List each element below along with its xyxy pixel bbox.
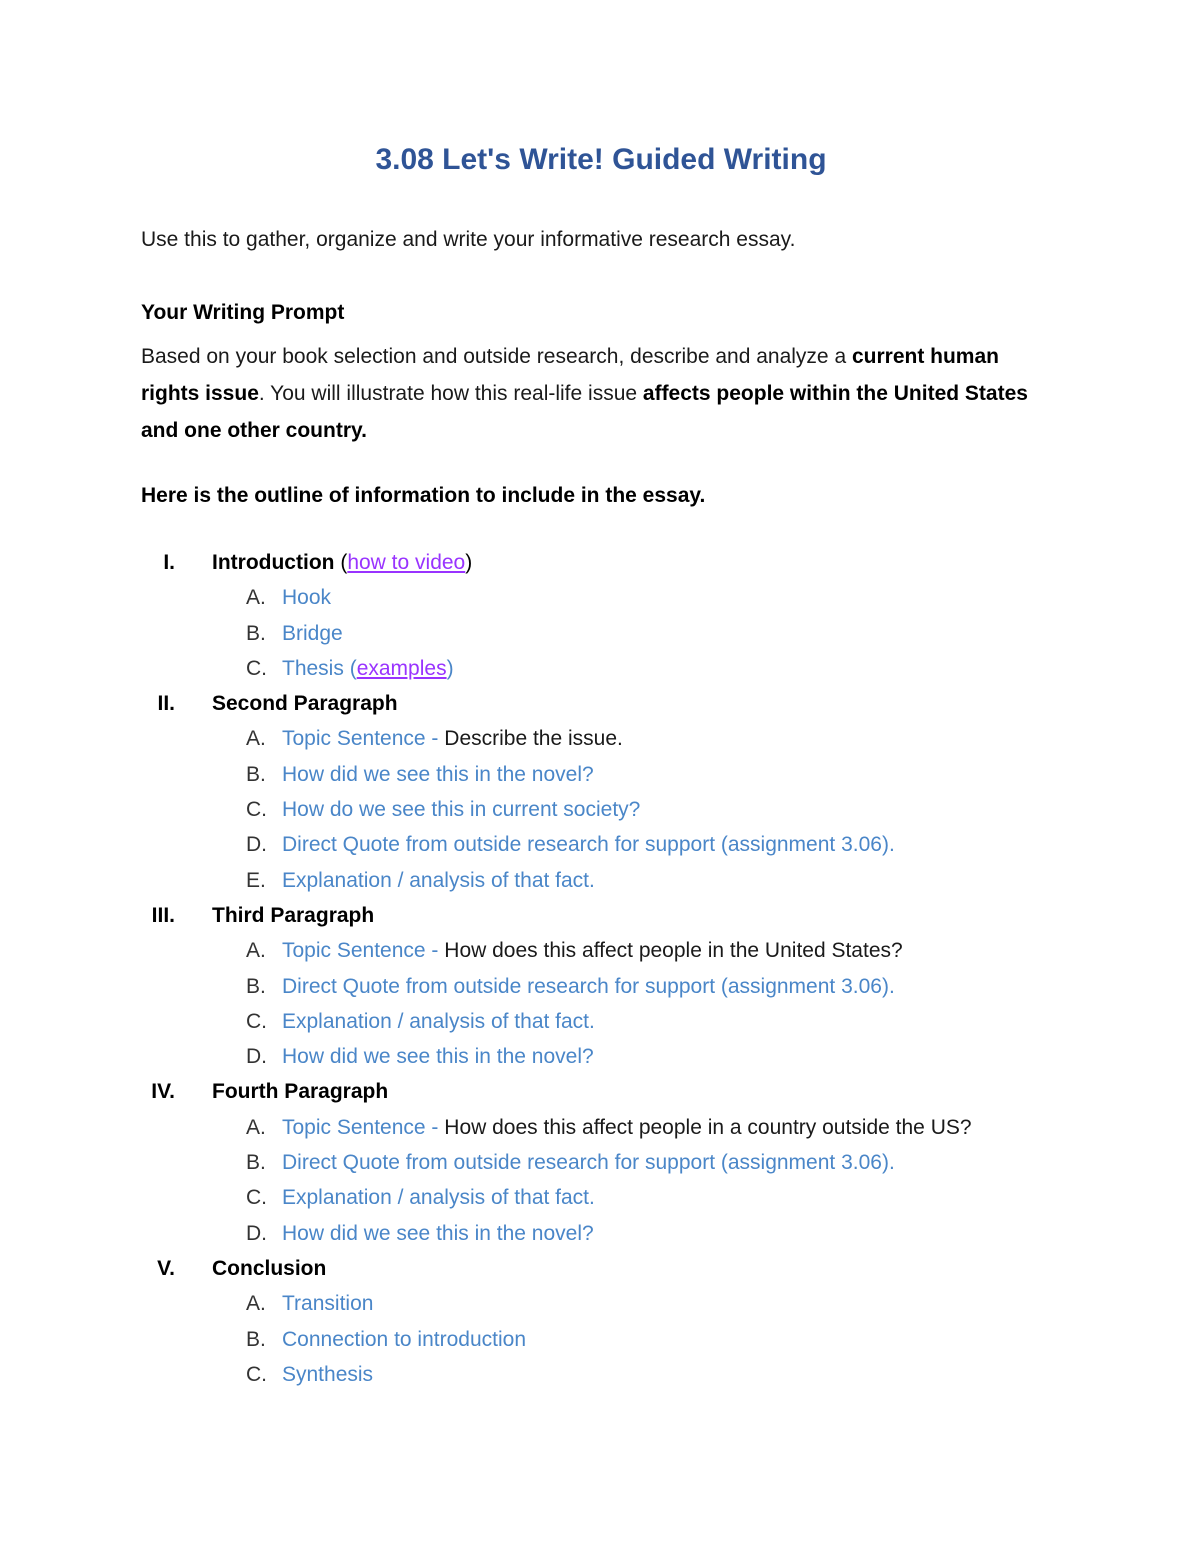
item-text: Explanation / analysis of that fact. [282, 1186, 595, 1210]
item-text-wrap [282, 1110, 972, 1145]
list-item [141, 651, 1061, 686]
outline-section [141, 898, 1061, 1074]
examples-link[interactable]: examples [356, 656, 447, 680]
item-text: Topic Sentence - [282, 939, 439, 963]
item-extra: Describe the issue. [444, 727, 623, 751]
item-text-wrap: Thesis (examples) [282, 656, 454, 680]
item-text-wrap [282, 721, 623, 756]
list-item [141, 863, 1061, 898]
intro-text: Use this to gather, organize and write your informative research essay. [141, 228, 796, 251]
prompt-text-2: . You will illustrate how this real-life issue [258, 382, 643, 405]
item-text: Topic Sentence - [282, 1115, 439, 1139]
prompt-bold-1: current human rights issue [141, 345, 999, 405]
item-letter: A. [246, 1292, 266, 1316]
list-item [141, 757, 1061, 792]
section-title-text: Introduction [212, 551, 335, 574]
outline-section [141, 1251, 1061, 1392]
item-text: Explanation / analysis of that fact. [282, 868, 595, 892]
item-letter: D. [246, 1221, 267, 1245]
list-item [141, 616, 1061, 651]
document-page [141, 0, 1061, 1553]
item-letter: B. [246, 974, 266, 998]
item-text: Thesis [282, 656, 344, 680]
list-item [141, 1145, 1061, 1180]
item-text: How do we see this in current society? [282, 798, 641, 822]
item-text: How did we see this in the novel? [282, 762, 594, 786]
item-letter: B. [246, 762, 266, 786]
outline-heading: Here is the outline of information to include in the essay. [141, 484, 706, 507]
section-number: III. [151, 903, 175, 927]
page-title: 3.08 Let's Write! Guided Writing [375, 143, 827, 176]
item-letter: B. [246, 1151, 266, 1175]
item-text: How did we see this in the novel? [282, 1221, 594, 1245]
outline-section [141, 1074, 1061, 1250]
section-number: V. [157, 1256, 175, 1280]
list-item [141, 1004, 1061, 1039]
prompt-heading: Your Writing Prompt [141, 301, 345, 324]
list-item [141, 721, 1061, 756]
list-item [141, 969, 1061, 1004]
item-letter: D. [246, 833, 267, 857]
item-letter: C. [246, 656, 267, 680]
list-item [141, 1180, 1061, 1215]
item-letter: E. [246, 868, 266, 892]
item-text: Topic Sentence - [282, 727, 439, 751]
list-item [141, 933, 1061, 968]
prompt-bold-2: affects people within the United States and one other country. [141, 382, 1028, 442]
item-text: Hook [282, 586, 332, 610]
item-letter: C. [246, 1362, 267, 1386]
list-item [141, 580, 1061, 615]
list-item [141, 1216, 1061, 1251]
item-letter: C. [246, 1009, 267, 1033]
item-letter: D. [246, 1045, 267, 1069]
item-text: Direct Quote from outside research for support (assignment 3.06). [282, 833, 895, 857]
item-letter: B. [246, 1327, 266, 1351]
list-item [141, 1039, 1061, 1074]
prompt-text-1: Based on your book selection and outside research, describe and analyze a [141, 345, 852, 368]
section-title: Second Paragraph [212, 692, 398, 716]
list-item [141, 1357, 1061, 1392]
prompt-body [141, 338, 1046, 449]
list-item [141, 1286, 1061, 1321]
item-text: Explanation / analysis of that fact. [282, 1009, 595, 1033]
item-letter: C. [246, 1186, 267, 1210]
item-extra: How does this affect people in a country outside the US? [444, 1115, 972, 1139]
item-text: Direct Quote from outside research for support (assignment 3.06). [282, 974, 895, 998]
outline-section [141, 545, 1061, 686]
section-title: Third Paragraph [212, 903, 375, 927]
section-title: Introduction (how to video) [212, 551, 473, 574]
item-text: How did we see this in the novel? [282, 1045, 594, 1069]
essay-outline [141, 545, 1061, 1392]
item-letter: A. [246, 939, 266, 963]
outline-section [141, 686, 1061, 898]
item-text: Bridge [282, 621, 343, 645]
list-item [141, 827, 1061, 862]
list-item [141, 792, 1061, 827]
how-to-video-link[interactable]: how to video [347, 551, 466, 574]
section-number: IV. [151, 1080, 175, 1104]
item-letter: A. [246, 586, 266, 610]
section-number: I. [163, 551, 175, 574]
list-item [141, 1110, 1061, 1145]
item-text: Synthesis [282, 1362, 374, 1386]
section-number: II. [157, 692, 175, 716]
item-letter: C. [246, 798, 267, 822]
section-title: Conclusion [212, 1256, 327, 1280]
list-item [141, 1322, 1061, 1357]
item-letter: B. [246, 621, 266, 645]
item-text: Transition [282, 1292, 374, 1316]
item-text-wrap [282, 933, 903, 968]
section-title: Fourth Paragraph [212, 1080, 389, 1104]
item-text: Connection to introduction [282, 1327, 526, 1351]
item-extra: How does this affect people in the United States? [444, 939, 903, 963]
item-letter: A. [246, 727, 266, 751]
item-text: Direct Quote from outside research for support (assignment 3.06). [282, 1151, 895, 1175]
item-letter: A. [246, 1115, 266, 1139]
